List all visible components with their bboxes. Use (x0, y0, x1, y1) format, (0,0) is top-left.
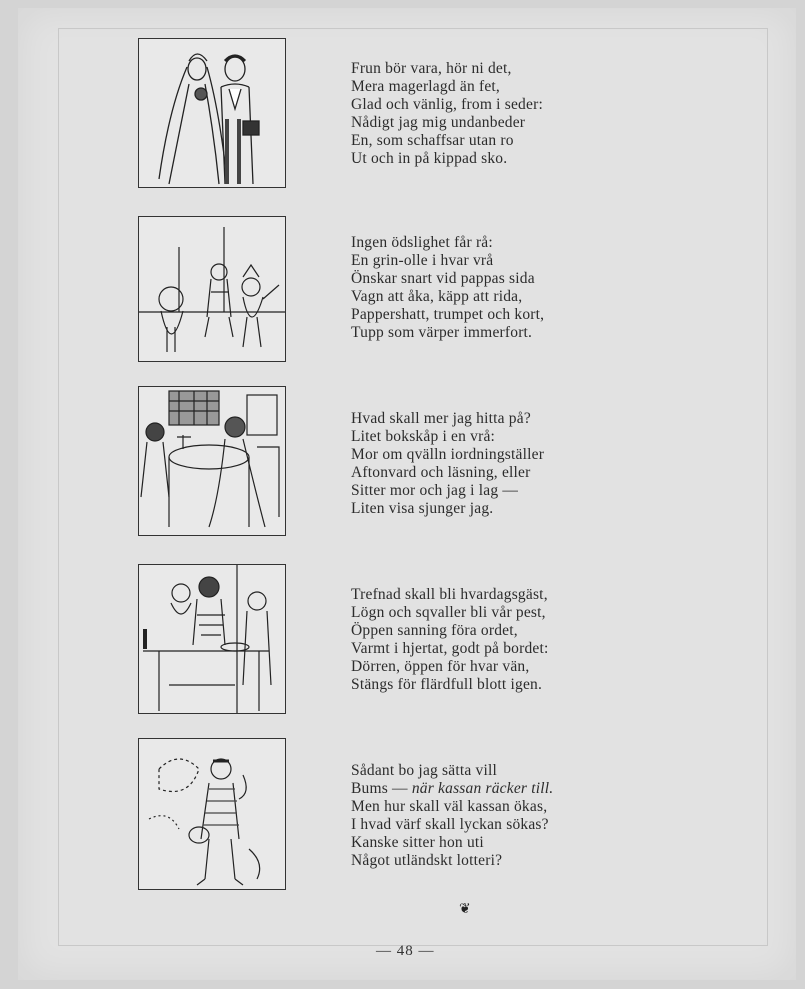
verse-line: Stängs för flärdfull blott igen. (351, 676, 543, 693)
verse-line: Varmt i hjertat, godt på bordet: (351, 640, 549, 657)
verse-line: Önskar snart vid pappas sida (351, 270, 535, 287)
ornament-icon: ❦ (459, 902, 471, 917)
verse-line: Ingen ödslighet får rå: (351, 234, 493, 251)
verse-line: Mor om qvälln iordningställer (351, 446, 545, 463)
dinner-guests-drawing (139, 565, 285, 713)
stanza-5 (351, 762, 651, 870)
verse-line: Litet bokskåp i en vrå: (351, 428, 496, 445)
children-playing-drawing (139, 217, 285, 361)
verse-line: Frun bör vara, hör ni det, (351, 60, 512, 77)
verse-line: Sitter mor och jag i lag — (351, 482, 519, 499)
verse-line: Kanske sitter hon uti (351, 834, 484, 851)
page-number: — 48 — (376, 943, 435, 959)
verse-line: Öppen sanning föra ordet, (351, 622, 518, 639)
verse-line: Mera magerlagd än fet, (351, 78, 500, 95)
verse-line: Vagn att åka, käpp att rida, (351, 288, 523, 305)
verse-line: Tupp som värper immerfort. (351, 324, 533, 341)
verse-line: Men hur skall väl kassan ökas, (351, 798, 548, 815)
verse-line: En, som schaffsar utan ro (351, 132, 514, 149)
reading-by-lamp-drawing (139, 387, 285, 535)
book-page (18, 8, 796, 980)
verse-line: Ut och in på kippad sko. (351, 150, 508, 167)
stanza-1 (351, 60, 651, 168)
verse-line: Trefnad skall bli hvardagsgäst, (351, 586, 548, 603)
verse-line: En grin-olle i hvar vrå (351, 252, 494, 269)
verse-line: Hvad skall mer jag hitta på? (351, 410, 531, 427)
pondering-man-illustration (138, 738, 286, 890)
wedding-couple-illustration (138, 38, 286, 188)
verse-line-start: Bums — (351, 780, 412, 797)
verse-line: Liten visa sjunger jag. (351, 500, 494, 517)
stanza-2 (351, 234, 651, 342)
reading-by-lamp-illustration (138, 386, 286, 536)
wedding-couple-drawing (139, 39, 285, 187)
verse-line: Dörren, öppen för hvar vän, (351, 658, 530, 675)
stanza-4 (351, 586, 651, 694)
verse-line: Nådigt jag mig undanbeder (351, 114, 526, 131)
italic-phrase: när kassan räcker till. (411, 780, 554, 797)
verse-line: Aftonvard och läsning, eller (351, 464, 531, 481)
verse-line: Lögn och sqvaller bli vår pest, (351, 604, 546, 621)
verse-line: I hvad värf skall lyckan sökas? (351, 816, 549, 833)
dinner-guests-illustration (138, 564, 286, 714)
pondering-man-drawing (139, 739, 285, 889)
verse-line: Något utländskt lotteri? (351, 852, 503, 869)
verse-line-mixed (351, 780, 651, 798)
verse-line: Glad och vänlig, from i seder: (351, 96, 543, 113)
children-playing-illustration (138, 216, 286, 362)
verse-line: Sådant bo jag sätta vill (351, 762, 497, 779)
verse-line: Pappershatt, trumpet och kort, (351, 306, 545, 323)
stanza-3 (351, 410, 651, 518)
